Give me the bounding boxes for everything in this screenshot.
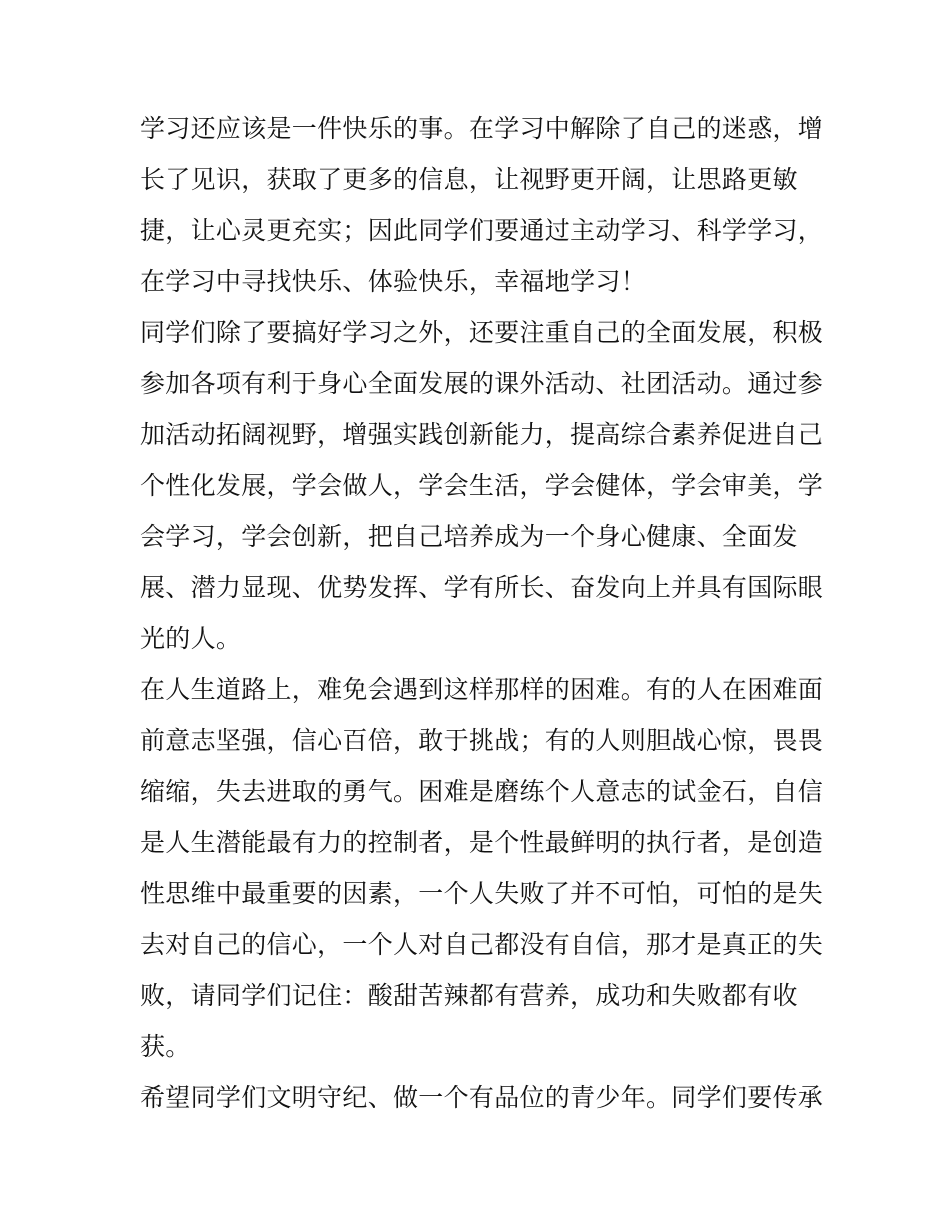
text-line: 学习还应该是一件快乐的事。在学习中解除了自己的迷惑，增 bbox=[140, 114, 824, 143]
text-line: 是人生潜能最有力的控制者，是个性最鲜明的执行者，是创造 bbox=[140, 828, 824, 857]
text-line: 去对自己的信心，一个人对自己都没有自信，那才是真正的失 bbox=[140, 930, 824, 959]
text-line: 前意志坚强，信心百倍，敢于挑战；有的人则胆战心惊，畏畏 bbox=[140, 726, 824, 755]
text-line: 在学习中寻找快乐、体验快乐，幸福地学习！ bbox=[140, 267, 647, 296]
text-line: 会学习，学会创新，把自己培养成为一个身心健康、全面发 bbox=[140, 522, 798, 551]
text-line: 参加各项有利于身心全面发展的课外活动、社团活动。通过参 bbox=[140, 369, 824, 398]
text-line: 败，请同学们记住：酸甜苦辣都有营养，成功和失败都有收 bbox=[140, 981, 798, 1010]
text-line: 同学们除了要搞好学习之外，还要注重自己的全面发展，积极 bbox=[140, 318, 824, 347]
text-line: 长了见识，获取了更多的信息，让视野更开阔，让思路更敏 bbox=[140, 165, 798, 194]
text-line: 捷，让心灵更充实；因此同学们要通过主动学习、科学学习， bbox=[140, 216, 824, 245]
text-line: 加活动拓阔视野，增强实践创新能力，提高综合素养促进自己 bbox=[140, 420, 824, 449]
body-text bbox=[140, 103, 824, 1123]
text-line: 展、潜力显现、优势发挥、学有所长、奋发向上并具有国际眼 bbox=[140, 573, 824, 602]
text-line: 获。 bbox=[140, 1032, 191, 1061]
text-line: 缩缩，失去进取的勇气。困难是磨练个人意志的试金石，自信 bbox=[140, 777, 824, 806]
text-line: 希望同学们文明守纪、做一个有品位的青少年。同学们要传承 bbox=[140, 1083, 824, 1112]
text-line: 在人生道路上，难免会遇到这样那样的困难。有的人在困难面 bbox=[140, 675, 824, 704]
text-line: 性思维中最重要的因素，一个人失败了并不可怕，可怕的是失 bbox=[140, 879, 824, 908]
text-line: 光的人。 bbox=[140, 624, 242, 653]
text-line: 个性化发展，学会做人，学会生活，学会健体，学会审美，学 bbox=[140, 471, 824, 500]
